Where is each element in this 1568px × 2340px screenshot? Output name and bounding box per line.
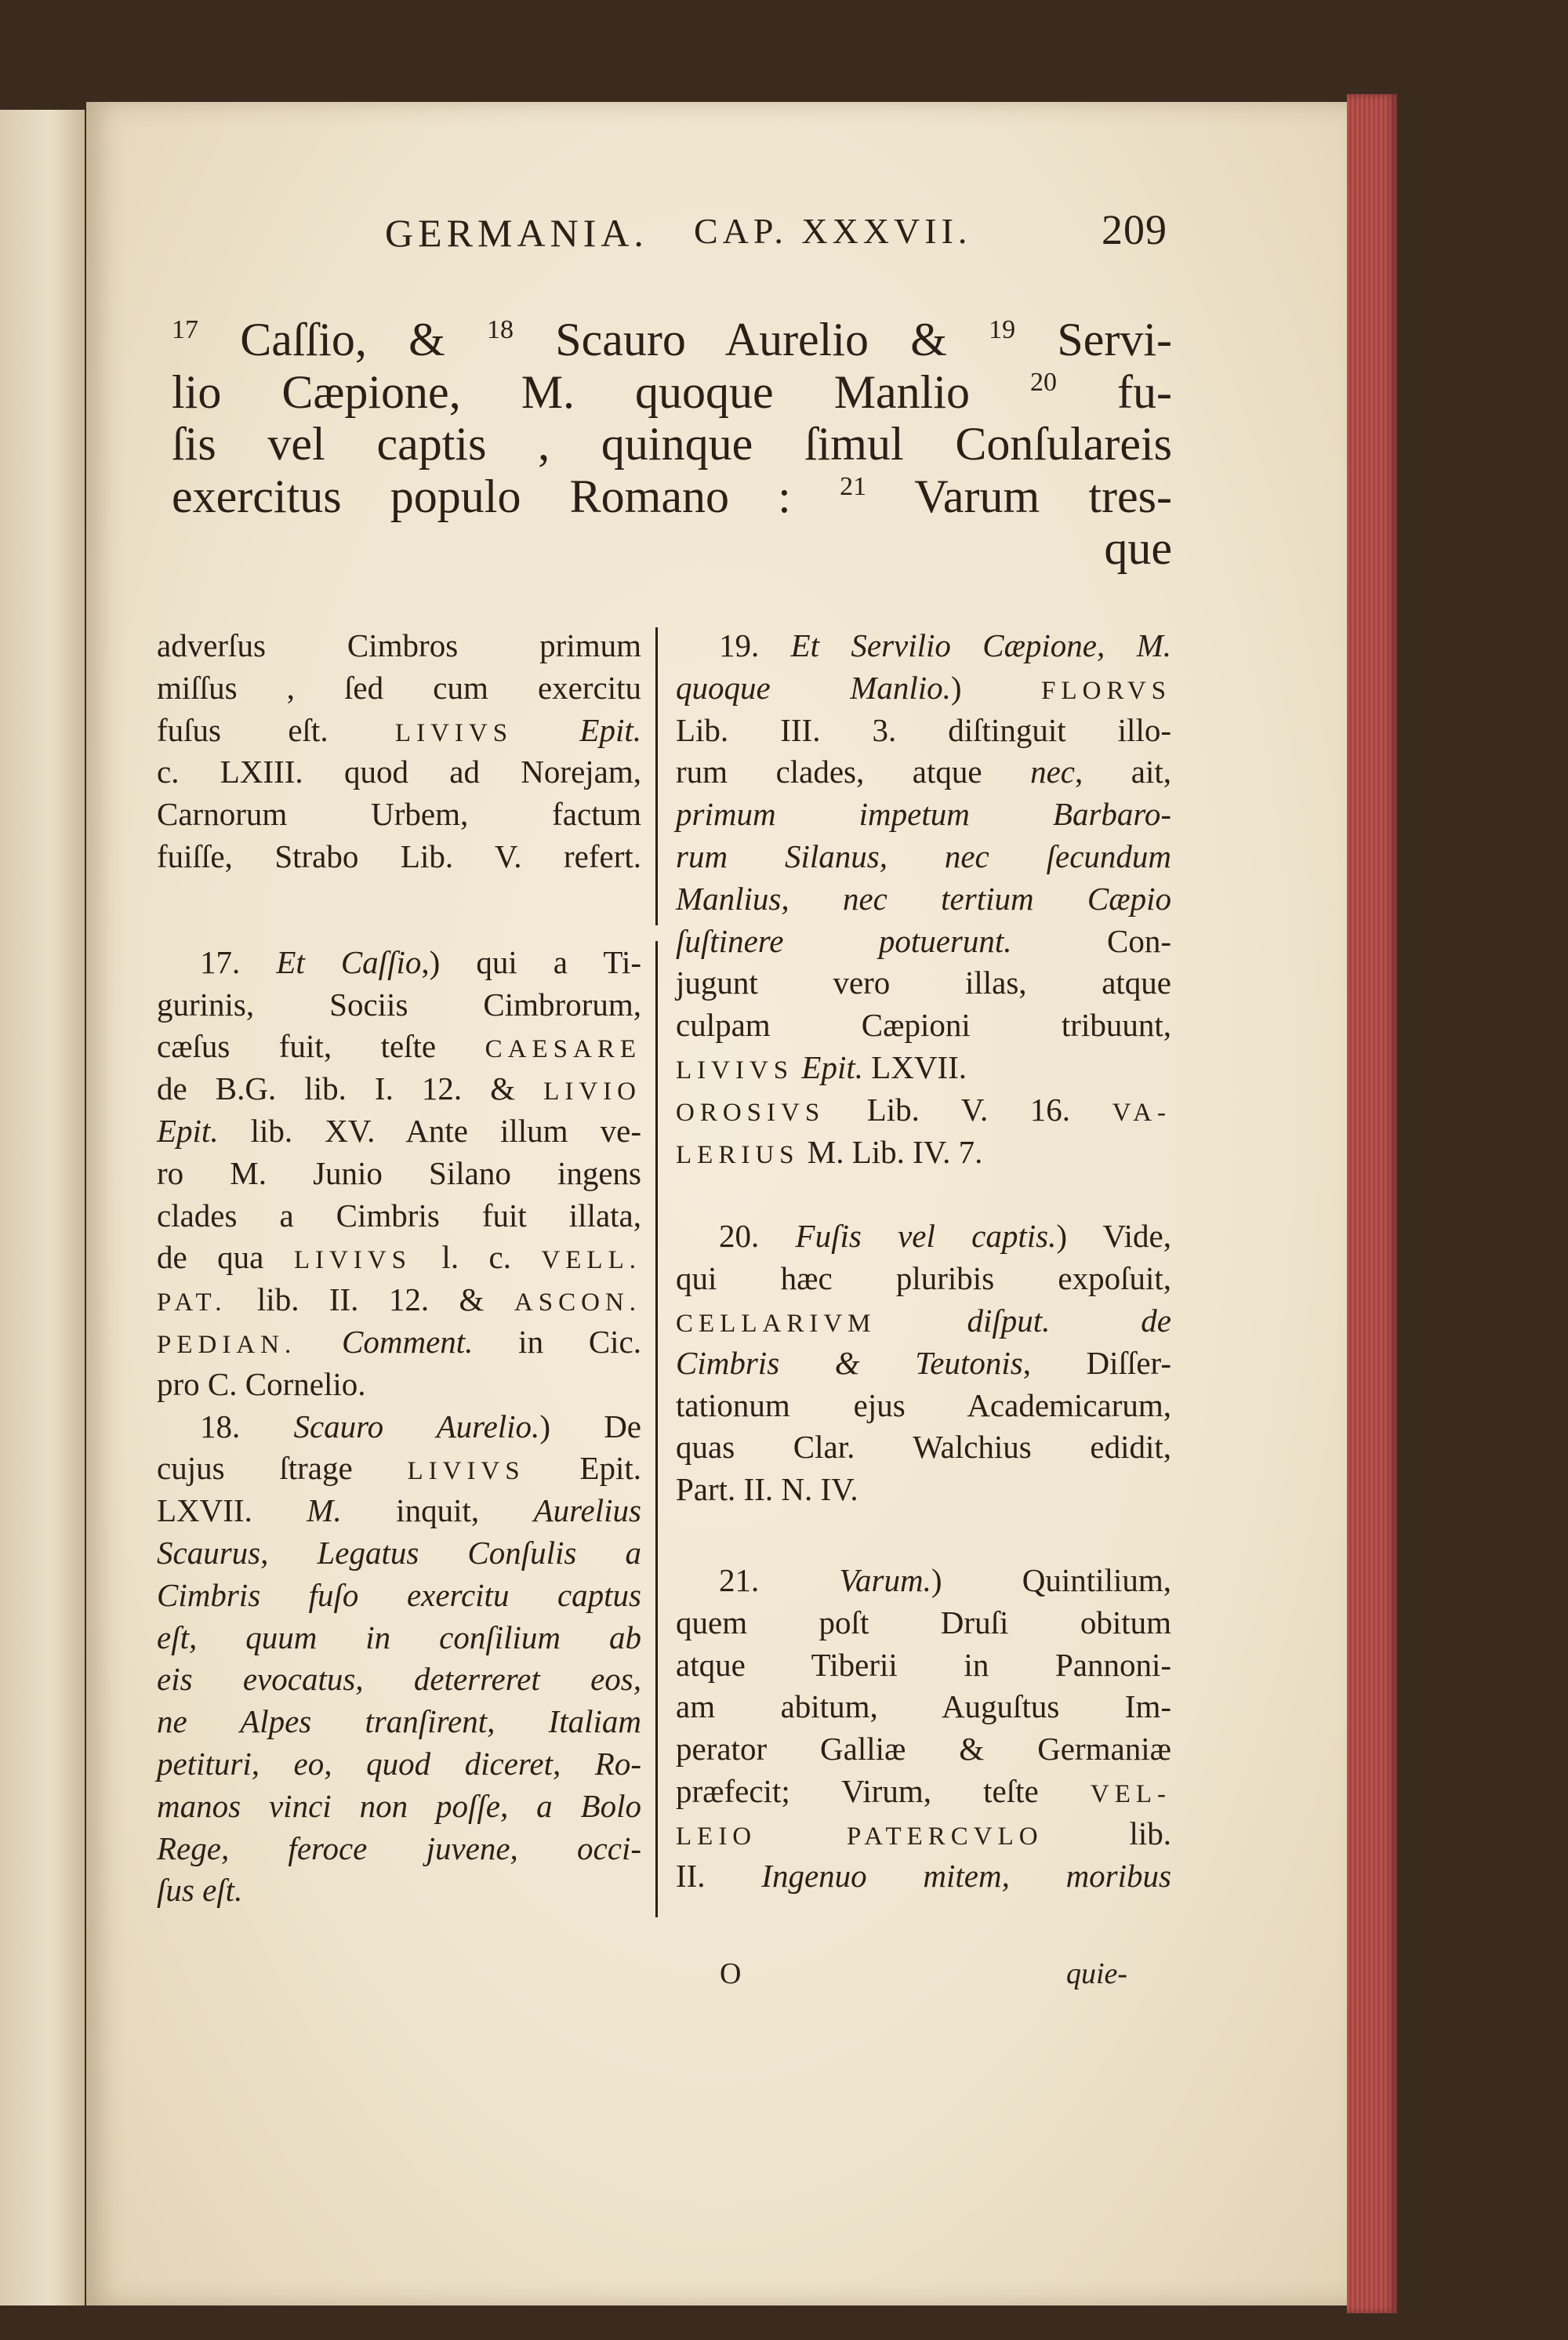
footnote-ref: 21 — [840, 471, 867, 501]
text-line — [172, 366, 1172, 419]
text-line — [676, 921, 1171, 963]
text-run: Scauro Aurelio & — [514, 314, 989, 365]
footnote-ref: 17 — [172, 315, 198, 344]
text-line — [172, 471, 1172, 523]
italic-run: eſt, quum in conſilium ab — [157, 1619, 641, 1655]
text-line — [157, 1532, 641, 1575]
text-run: inquit, — [341, 1492, 534, 1529]
text-line — [676, 1089, 1171, 1132]
text-line — [676, 1728, 1171, 1771]
italic-run: Et Servilio Cæpione, M. — [790, 627, 1171, 663]
text-run: 20. — [719, 1218, 796, 1255]
text-line — [676, 1426, 1171, 1469]
text-run: , Diſſer- — [1022, 1344, 1172, 1381]
text-line — [157, 751, 641, 794]
running-head-title — [385, 210, 648, 256]
text-line — [676, 1686, 1171, 1728]
text-line — [157, 1068, 641, 1110]
text-line — [157, 1364, 641, 1406]
text-line — [157, 1575, 641, 1617]
italic-run: quoque Manlio. — [676, 669, 951, 706]
italic-run: rum Silanus, nec ſecundum — [676, 838, 1171, 874]
text-run: jugunt vero illas, atque — [676, 965, 1171, 1001]
text-line — [157, 1869, 641, 1912]
small-caps-run: LIVIVS — [407, 1457, 525, 1486]
text-run: 19. — [719, 627, 791, 663]
text-line — [676, 625, 1171, 667]
text-run: Caſſio, & — [198, 314, 487, 365]
small-caps-run: CELLARIVM — [676, 1309, 877, 1338]
text-run: 18. — [200, 1408, 294, 1444]
text-run: in Cic. — [473, 1323, 642, 1360]
text-line — [157, 625, 641, 667]
text-run: , ait, — [1075, 754, 1171, 790]
footnote-ref: 19 — [989, 315, 1016, 344]
small-caps-run: VELL. — [541, 1246, 641, 1275]
italic-run: Varum. — [839, 1561, 931, 1598]
text-run: Carnorum Urbem, factum — [157, 796, 641, 833]
text-line — [157, 1659, 641, 1701]
text-run: lib. — [1043, 1815, 1171, 1851]
text-run: Part. II. N. IV. — [676, 1471, 858, 1508]
text-line — [157, 1786, 641, 1828]
text-line — [676, 1644, 1171, 1687]
text-run: exercitus populo Romano : — [172, 470, 840, 522]
italic-run: manos vinci non poſſe, a Bolo — [157, 1787, 641, 1824]
paragraph-gap — [157, 878, 641, 942]
text-line — [676, 1602, 1171, 1644]
text-run: pro C. Cornelio. — [157, 1365, 366, 1402]
text-run: quem poſt Druſi obitum — [676, 1604, 1171, 1641]
text-run: clades a Cimbris fuit illata, — [157, 1197, 641, 1234]
italic-run: Scaurus, Legatus Conſulis a — [157, 1534, 641, 1571]
text-run: Lib. V. 16. — [825, 1091, 1112, 1128]
text-run: Lib. III. 3. diſtinguit illo- — [676, 711, 1171, 748]
italic-run: Scauro Aurelio. — [293, 1408, 540, 1444]
italic-run: Comment. — [342, 1323, 474, 1360]
italic-run: Epit. — [579, 711, 641, 748]
text-run: c. LXIII. quod ad Norejam, — [157, 754, 641, 790]
italic-run: Fuſis vel captis. — [795, 1218, 1057, 1255]
text-line — [676, 962, 1171, 1005]
text-line — [676, 1813, 1171, 1855]
italic-run: ſus eſt. — [157, 1872, 243, 1909]
text-line — [676, 1215, 1171, 1258]
text-line — [676, 794, 1171, 836]
text-line — [157, 1490, 641, 1532]
text-line — [157, 1026, 641, 1068]
small-caps-run: PAT. — [157, 1288, 227, 1317]
footnote-ref: 20 — [1030, 367, 1058, 397]
text-line — [676, 1047, 1171, 1089]
text-run: ro M. Junio Silano ingens — [157, 1154, 641, 1191]
text-line — [157, 794, 641, 836]
text-line — [157, 984, 641, 1026]
text-run — [877, 1303, 967, 1339]
italic-run: Et Caſſio — [276, 943, 422, 980]
text-line — [157, 1153, 641, 1195]
text-run: am abitum, Auguſtus Im- — [676, 1688, 1171, 1725]
signature-mark: O — [720, 1957, 742, 1990]
text-line — [676, 1300, 1171, 1343]
text-line — [157, 1406, 641, 1448]
italic-run: eis evocatus, deterreret eos, — [157, 1661, 641, 1698]
text-run: que — [1104, 522, 1172, 574]
text-run: l. c. — [411, 1239, 542, 1276]
italic-run: Aurelius — [533, 1492, 641, 1529]
text-line — [676, 667, 1171, 710]
small-caps-run: ASCON. — [514, 1288, 641, 1317]
text-run: M. Lib. IV. 7. — [799, 1133, 983, 1170]
text-run: ,) qui a Ti- — [421, 943, 641, 980]
text-run: Servi- — [1015, 314, 1172, 365]
small-caps-run: LIVIVS — [394, 718, 514, 747]
text-run: præfecit; Virum, teſte — [676, 1772, 1091, 1809]
text-line — [676, 878, 1171, 921]
text-run: gurinis, Sociis Cimbrorum, — [157, 986, 641, 1023]
previous-page-edge — [0, 110, 85, 2305]
column-divider — [655, 627, 658, 925]
text-run: qui hæc pluribis expoſuit, — [676, 1260, 1171, 1297]
text-run: de qua — [157, 1239, 294, 1276]
small-caps-run: PEDIAN. — [157, 1330, 297, 1359]
text-line — [676, 836, 1171, 878]
small-caps-run: LIVIVS — [293, 1246, 412, 1275]
small-caps-run: LERIUS — [676, 1140, 800, 1169]
text-run — [793, 1049, 801, 1085]
text-run: rum clades, atque — [676, 754, 1031, 790]
text-run: perator Galliæ & Germaniæ — [676, 1731, 1171, 1768]
italic-run: diſput. de — [967, 1302, 1171, 1339]
text-line — [157, 1195, 641, 1237]
footnotes-right-column — [676, 625, 1171, 1897]
text-run: miſſus , ſed cum exercitu — [157, 669, 641, 706]
text-run: Varum tres- — [866, 470, 1172, 522]
italic-run: ne Alpes tranſirent, Italiam — [157, 1703, 641, 1740]
italic-run: M. — [307, 1492, 342, 1529]
italic-run: Rege, feroce juvene, occi- — [157, 1829, 641, 1866]
text-run: 17. — [200, 943, 277, 980]
text-line — [676, 1855, 1171, 1898]
column-divider — [655, 941, 658, 1917]
text-line — [676, 751, 1171, 794]
text-line — [676, 1560, 1171, 1602]
text-run: lio Cæpione, M. quoque Manlio — [172, 365, 1031, 418]
text-run: Epit. — [524, 1450, 641, 1487]
page-number: 209 — [1102, 206, 1167, 253]
text-line — [676, 1343, 1171, 1385]
italic-run: nec — [1030, 754, 1075, 790]
text-line — [157, 1321, 641, 1364]
text-run: quas Clar. Walchius edidit, — [676, 1429, 1171, 1466]
text-line — [157, 836, 641, 878]
text-run: ſis vel captis , quinque ſimul Conſulareis — [172, 418, 1172, 470]
text-line — [676, 1132, 1171, 1174]
italic-run: Cimbris fuſo exercitu captus — [157, 1576, 641, 1613]
red-page-edges — [1347, 94, 1397, 2313]
text-run: lib. XV. Ante illum ve- — [218, 1112, 641, 1149]
text-run: fuiſſe, Strabo Lib. V. refert. — [157, 838, 641, 874]
text-line — [157, 1448, 641, 1490]
text-line — [157, 1743, 641, 1786]
text-line — [157, 1828, 641, 1870]
small-caps-run: LEIO PATERCVLO — [676, 1822, 1044, 1851]
text-line — [157, 1279, 641, 1321]
text-run: 21. — [719, 1561, 840, 1598]
text-run: fu- — [1057, 365, 1172, 418]
text-line — [676, 710, 1171, 752]
text-run: LXVII. — [157, 1492, 307, 1529]
footnote-ref: 18 — [487, 315, 514, 344]
text-run: lib. II. 12. & — [227, 1281, 514, 1318]
small-caps-run: LIVIO — [543, 1077, 641, 1106]
text-run: culpam Cæpioni tribuunt, — [676, 1007, 1171, 1044]
main-text — [172, 314, 1172, 575]
italic-run: Cimbris & Teutonis — [676, 1344, 1023, 1381]
paragraph-gap — [676, 1511, 1171, 1560]
running-head-chapter: CAP. XXXVII. — [694, 211, 972, 251]
text-run: LXVII. — [862, 1048, 967, 1085]
text-run: ) Quintilium, — [931, 1561, 1171, 1598]
text-line — [157, 1701, 641, 1743]
text-run — [513, 712, 579, 748]
text-line — [157, 1110, 641, 1153]
text-run: tationum ejus Academicarum, — [676, 1386, 1171, 1423]
italic-run: Ingenuo mitem, moribus — [761, 1857, 1171, 1894]
text-line — [676, 1469, 1171, 1511]
footnotes-left-column — [157, 625, 641, 1912]
small-caps-run: LIVIVS — [676, 1056, 794, 1085]
small-caps-run: FLORVS — [1041, 676, 1172, 705]
text-line — [172, 522, 1172, 575]
italic-run: Epit. — [157, 1112, 219, 1149]
italic-run: Manlius, nec tertium Cæpio — [676, 880, 1171, 917]
text-run: cujus ſtrage — [157, 1450, 408, 1487]
text-line — [157, 1237, 641, 1279]
small-caps-run: CAESARE — [485, 1035, 641, 1064]
italic-run: Epit. — [801, 1048, 863, 1085]
text-run: adverſus Cimbros primum — [157, 627, 641, 663]
small-caps-run: VA- — [1112, 1098, 1171, 1127]
text-line — [157, 667, 641, 710]
text-run — [296, 1324, 342, 1360]
italic-run: petituri, eo, quod diceret, Ro- — [157, 1745, 641, 1782]
small-caps-run: VEL- — [1090, 1779, 1171, 1808]
running-head-germania: GERMANIA. — [385, 211, 648, 255]
text-line — [157, 710, 641, 752]
text-line — [676, 1005, 1171, 1047]
small-caps-run: OROSIVS — [676, 1098, 826, 1127]
text-line — [676, 1258, 1171, 1300]
text-run: atque Tiberii in Pannoni- — [676, 1646, 1171, 1683]
paragraph-gap — [676, 1173, 1171, 1215]
italic-run: primum impetum Barbaro- — [676, 796, 1171, 833]
text-run: ) — [950, 669, 1042, 706]
text-run: ) De — [539, 1408, 641, 1444]
text-line — [676, 1771, 1171, 1813]
text-run: de B.G. lib. I. 12. & — [157, 1070, 544, 1107]
text-run: ) Vide, — [1056, 1218, 1171, 1255]
text-line — [157, 942, 641, 984]
text-line — [676, 1385, 1171, 1427]
italic-run: ſuſtinere potuerunt. — [676, 922, 1012, 959]
text-line — [172, 314, 1172, 366]
text-run: II. — [676, 1857, 762, 1894]
catchword: quie- — [1066, 1957, 1128, 1990]
text-run: cæſus fuit, teſte — [157, 1028, 485, 1065]
text-line — [157, 1617, 641, 1659]
text-line — [172, 418, 1172, 471]
text-run: Con- — [1011, 922, 1171, 959]
text-run: fuſus eſt. — [157, 711, 395, 748]
